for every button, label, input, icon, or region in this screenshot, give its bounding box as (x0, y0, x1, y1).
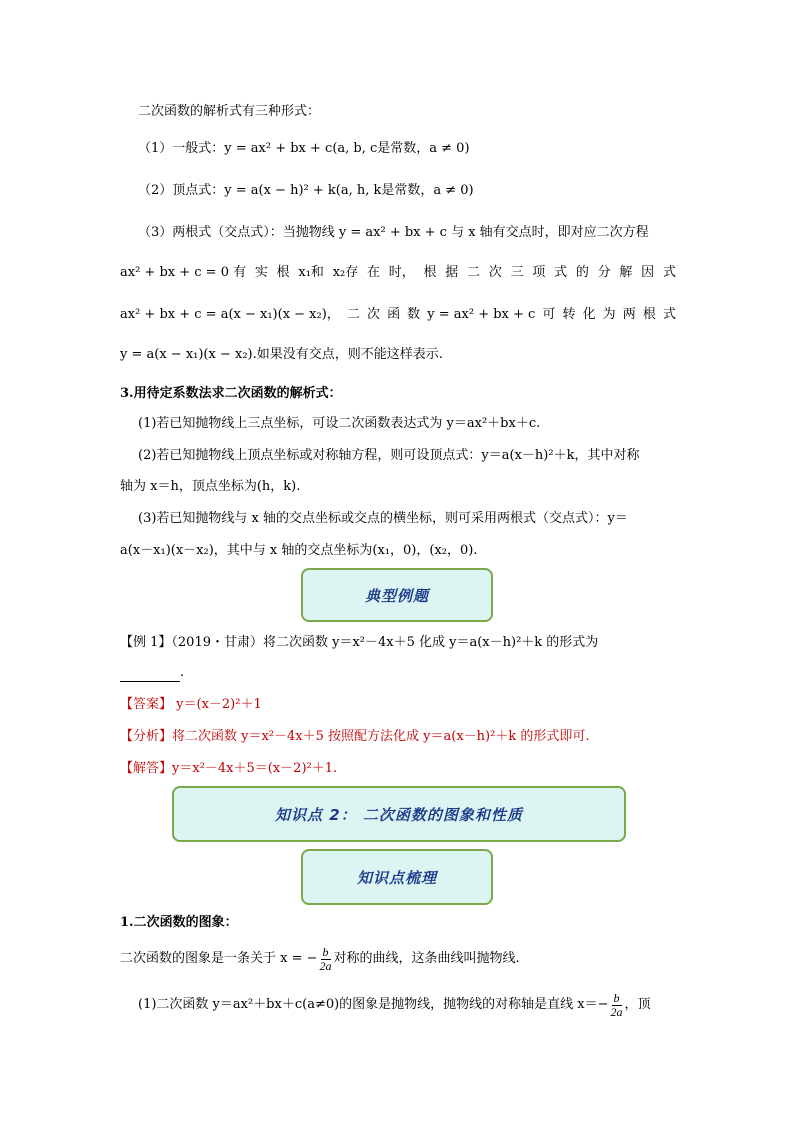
example1-question: 【例 1】（2019・甘肃）将二次函数 y＝x²－4x＋5 化成 y＝a(x－h)²＋k 的形式为 (120, 635, 599, 650)
text-run: ax² + bx + c = 0 有 (120, 265, 247, 280)
form-roots-line2 (120, 264, 676, 282)
section3-item3-line1: (3)若已知抛物线与 x 轴的交点坐标或交点的横坐标，则可采用两根式（交点式）：y＝ (138, 511, 628, 526)
text-run: ax² + bx + c = a(x − x₁)(x − x₂)， (120, 307, 340, 322)
text-run: 可 (542, 307, 556, 322)
answer-blank (120, 669, 180, 682)
text-run: (1)二次函数 y＝ax²＋bx＋c(a≠0)的图象是抛物线，抛物线的对称轴是直线 x＝− (138, 997, 609, 1012)
text-run: x₂存 (332, 265, 359, 280)
solution-text: y＝x²－4x＋5＝(x－2)²＋1. (172, 761, 338, 776)
text-run: ，顶 (624, 997, 651, 1012)
text-run: 转 (562, 307, 576, 322)
text-run: y = ax² + bx + c (427, 307, 536, 322)
text-run: 式 (662, 307, 676, 322)
section3-item1: (1)若已知抛物线上三点坐标，可设二次函数表达式为 y＝ax²＋bx＋c. (138, 416, 541, 431)
text-run: 函 (387, 307, 401, 322)
form-vertex: （2）顶点式：y = a(x − h)² + k(a, h, k是常数，a ≠ 0) (138, 183, 474, 198)
form-roots-line1: （3）两根式（交点式）：当抛物线 y = ax² + bx + c 与 x 轴有交点时，即对应二次方程 (138, 225, 649, 240)
fraction-denominator: 2a (610, 1004, 623, 1019)
text-run: . (180, 665, 185, 680)
text-run: 式 (554, 265, 568, 280)
section3-item2-line2: 轴为 x＝h，顶点坐标为(h，k). (120, 479, 301, 494)
text-run: 根 (276, 265, 290, 280)
text-run: 次 (366, 307, 380, 322)
form-roots-line4: y = a(x − x₁)(x − x₂).如果没有交点，则不能这样表示. (120, 347, 443, 362)
text-run: 三 (510, 265, 524, 280)
text-run: 化 (582, 307, 596, 322)
text-run: 根 (423, 265, 437, 280)
text-run: 实 (254, 265, 268, 280)
text-run: 根 (642, 307, 656, 322)
intro-text: 二次函数的解析式有三种形式： (138, 104, 321, 119)
section3-item2-line1: (2)若已知抛物线上顶点坐标或对称轴方程，则可设顶点式：y＝a(x－h)²＋k，其中对称 (138, 448, 640, 463)
form-general: （1）一般式：y = ax² + bx + c(a, b, c是常数，a ≠ 0) (138, 141, 470, 156)
fraction-numerator: b (322, 944, 329, 959)
fraction-b-over-2a (611, 992, 623, 1019)
text-run: 时， (388, 265, 415, 280)
text-run: 解 (619, 265, 633, 280)
fraction-numerator: b (613, 990, 620, 1005)
examples-banner: 典型例题 (301, 568, 493, 622)
answer-text: y＝(x－2)²＋1 (172, 697, 262, 712)
text-run: 二 (346, 307, 360, 322)
example1-answer (120, 696, 676, 714)
text-run: 次 (488, 265, 502, 280)
text-run: 因 (641, 265, 655, 280)
text-run: 在 (366, 265, 380, 280)
text-run: x₁和 (298, 265, 324, 280)
solution-label: 【解答】 (120, 761, 173, 776)
section1-paragraph2 (138, 990, 676, 1020)
text-run: 对称的曲线，这条曲线叫抛物线. (333, 951, 520, 966)
text-run: 项 (532, 265, 546, 280)
knowledge-point-2-banner: 知识点 2： 二次函数的图象和性质 (172, 786, 626, 842)
knowledge-review-banner: 知识点梳理 (301, 849, 493, 905)
form-roots-line3 (120, 306, 676, 324)
text-run: 数 (407, 307, 421, 322)
example1-solution (120, 760, 676, 778)
example1-analysis (120, 728, 676, 746)
text-run: 分 (597, 265, 611, 280)
example1-blank-line (120, 664, 676, 682)
text-run: 二 (467, 265, 481, 280)
section1-title: 1.二次函数的图象： (120, 915, 238, 930)
fraction-b-over-2a (320, 946, 332, 973)
section3-item3-line2: a(x－x₁)(x－x₂)，其中与 x 轴的交点坐标为(x₁，0)，(x₂，0). (120, 543, 478, 558)
answer-label: 【答案】 (120, 697, 173, 712)
text-run: 二次函数的图象是一条关于 x = − (120, 951, 318, 966)
analysis-label: 【分析】 (120, 729, 173, 744)
text-run: 两 (622, 307, 636, 322)
section3-title: 3.用待定系数法求二次函数的解析式： (120, 386, 342, 401)
text-run: 为 (602, 307, 616, 322)
analysis-text: 将二次函数 y＝x²－4x＋5 按照配方法化成 y＝a(x－h)²＋k 的形式即可. (172, 729, 590, 744)
text-run: 式 (662, 265, 676, 280)
section1-paragraph1 (120, 944, 676, 974)
text-run: 的 (575, 265, 589, 280)
fraction-denominator: 2a (319, 958, 332, 973)
text-run: 据 (445, 265, 459, 280)
